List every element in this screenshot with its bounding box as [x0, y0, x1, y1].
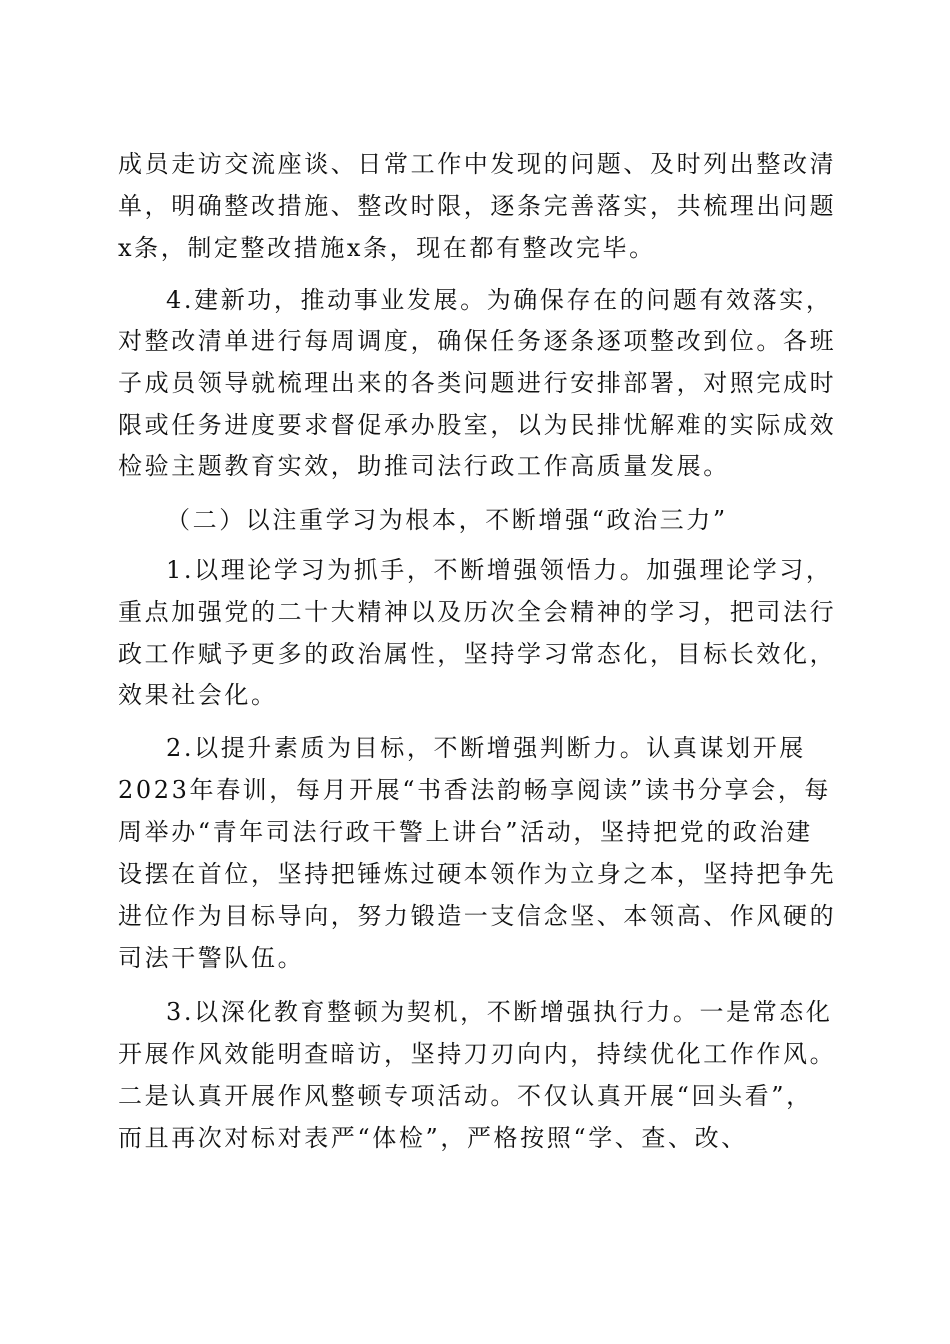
paragraph-line: 检验主题教育实效，助推司法行政工作高质量发展。 — [118, 452, 730, 480]
paragraph-line: 重点加强党的二十大精神以及历次全会精神的学习，把司法行 — [118, 598, 837, 626]
paragraph-line: 2.以提升素质为目标，不断增强判断力。认真谋划开展 — [166, 734, 806, 762]
paragraph-line: 限或任务进度要求督促承办股室，以为民排忧解难的实际成效 — [118, 411, 837, 439]
paragraph-line: 子成员领导就梳理出来的各类问题进行安排部署，对照完成时 — [118, 369, 837, 397]
paragraph-line: 开展作风效能明查暗访，坚持刀刃向内，持续优化工作作风。 — [118, 1040, 837, 1068]
paragraph-line: 效果社会化。 — [118, 681, 278, 709]
paragraph-line: 1.以理论学习为抓手，不断增强领悟力。加强理论学习， — [166, 556, 833, 584]
paragraph-line: x条，制定整改措施x条，现在都有整改完毕。 — [118, 234, 656, 262]
paragraph-line: 成员走访交流座谈、日常工作中发现的问题、及时列出整改清 — [118, 150, 837, 178]
paragraph-line: 政工作赋予更多的政治属性，坚持学习常态化，目标长效化， — [118, 640, 837, 668]
paragraph-line: 设摆在首位，坚持把锤炼过硬本领作为立身之本，坚持把争先 — [118, 860, 837, 888]
paragraph-line: 单，明确整改措施、整改时限，逐条完善落实，共梳理出问题 — [118, 192, 837, 220]
paragraph-line: 二是认真开展作风整顿专项活动。不仅认真开展“回头看”， — [118, 1082, 813, 1110]
paragraph-line: 而且再次对标对表严“体检”，严格按照“学、查、改、 — [118, 1124, 748, 1152]
paragraph-line: 周举办“青年司法行政干警上讲台”活动，坚持把党的政治建 — [118, 818, 813, 846]
paragraph-line: 司法干警队伍。 — [118, 944, 305, 972]
paragraph-line: 3.以深化教育整顿为契机，不断增强执行力。一是常态化 — [166, 998, 833, 1026]
section-heading: （二）以注重学习为根本，不断增强“政治三力” — [166, 506, 728, 534]
paragraph-line: 进位作为目标导向，努力锻造一支信念坚、本领高、作风硬的 — [118, 902, 837, 930]
paragraph-line: 2023年春训，每月开展“书香法韵畅享阅读”读书分享会，每 — [118, 776, 832, 804]
paragraph-line: 4.建新功，推动事业发展。为确保存在的问题有效落实， — [166, 286, 833, 314]
paragraph-line: 对整改清单进行每周调度，确保任务逐条逐项整改到位。各班 — [118, 327, 837, 355]
